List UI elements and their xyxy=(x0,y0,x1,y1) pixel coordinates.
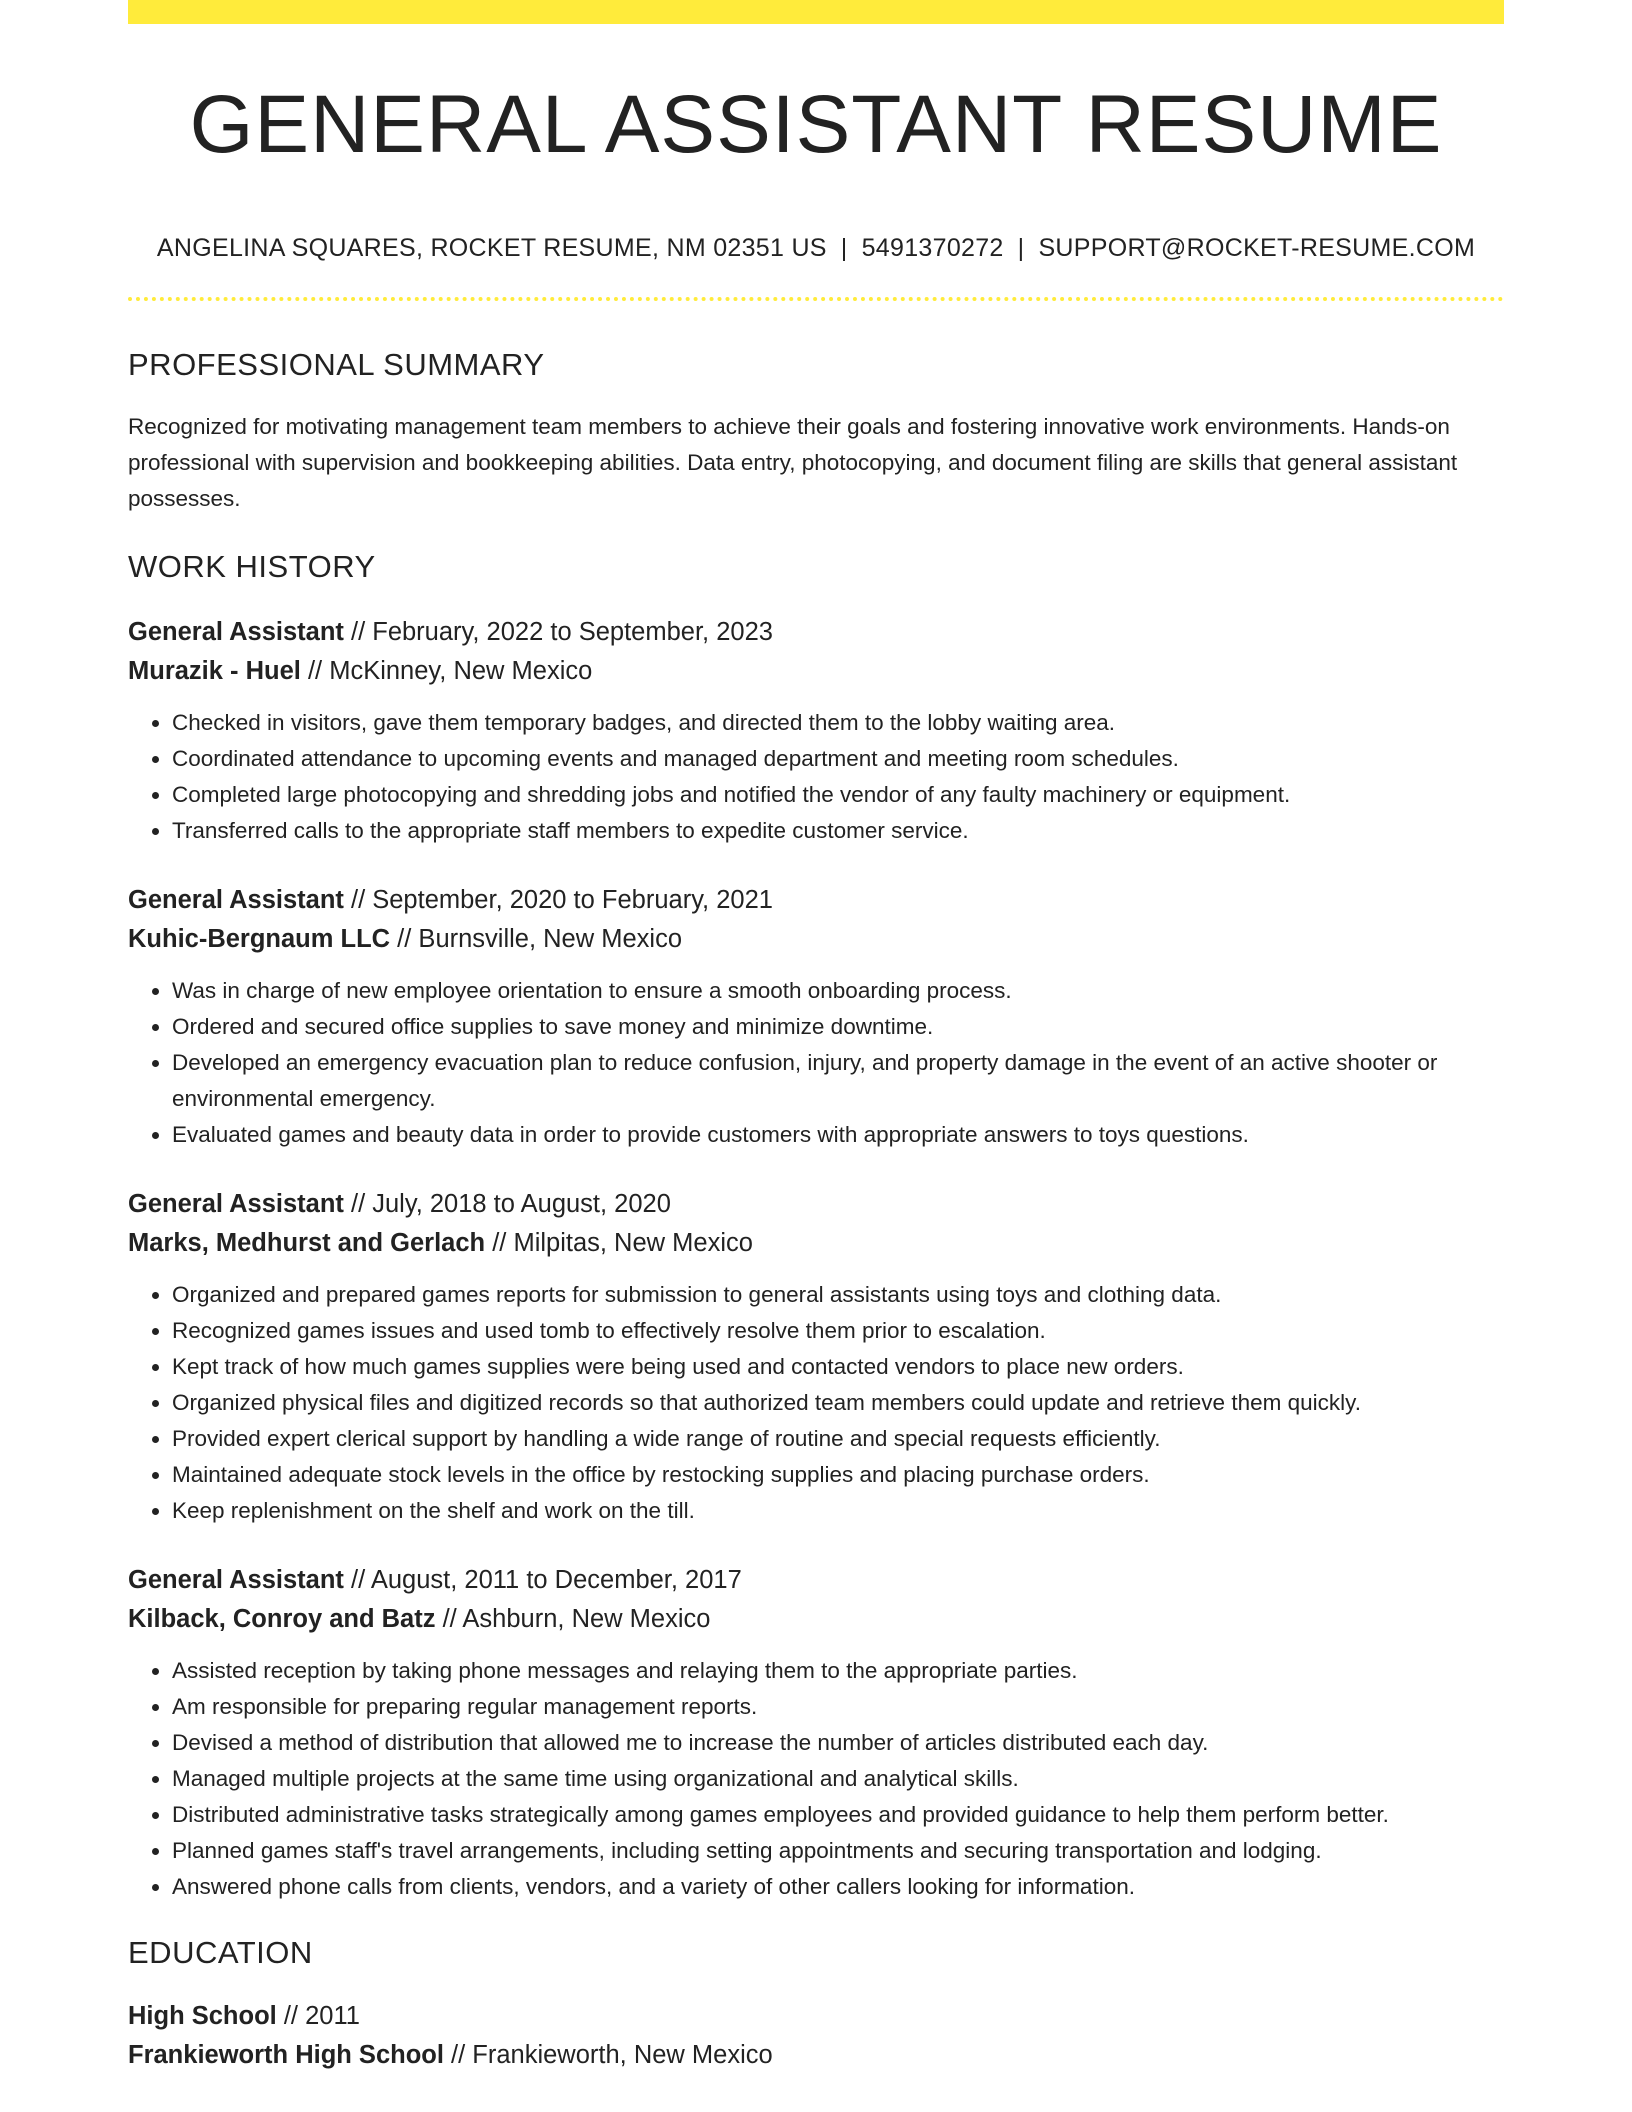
job-role: General Assistant xyxy=(128,1190,344,1218)
resume-page xyxy=(128,0,1504,2075)
education-school-line xyxy=(128,2036,1504,2075)
job-entry xyxy=(128,1561,1504,1905)
job-company: Kilback, Conroy and Batz xyxy=(128,1605,436,1633)
work-history-list xyxy=(128,613,1504,1905)
bullet-item: • Organized physical files and digitized records so that authorized team members could update and retrieve them quickly. xyxy=(172,1385,1504,1421)
bullet-item: • Provided expert clerical support by handling a wide range of routine and special requests efficiently. xyxy=(172,1421,1504,1457)
bullet-item: • Was in charge of new employee orientation to ensure a smooth onboarding process. xyxy=(172,973,1504,1009)
job-role-line xyxy=(128,1185,1504,1224)
job-role-line xyxy=(128,881,1504,920)
job-role-line xyxy=(128,613,1504,652)
education-location: // Frankieworth, New Mexico xyxy=(443,2041,773,2069)
job-company-line xyxy=(128,1224,1504,1263)
contact-email: SUPPORT@ROCKET-RESUME.COM xyxy=(1038,234,1476,262)
contact-separator: | xyxy=(840,234,848,262)
job-location: // Milpitas, New Mexico xyxy=(485,1229,753,1257)
bullet-item: • Managed multiple projects at the same time using organizational and analytical skills. xyxy=(172,1761,1504,1797)
job-bullets xyxy=(128,1277,1504,1529)
bullet-item: • Devised a method of distribution that allowed me to increase the number of articles distributed each day. xyxy=(172,1725,1504,1761)
bullet-item: • Coordinated attendance to upcoming events and managed department and meeting room schedules. xyxy=(172,741,1504,777)
job-bullets xyxy=(128,973,1504,1153)
bullet-item: • Keep replenishment on the shelf and work on the till. xyxy=(172,1493,1504,1529)
education-degree-line xyxy=(128,1997,1504,2036)
job-company-line xyxy=(128,1600,1504,1639)
resume-title: GENERAL ASSISTANT RESUME xyxy=(189,79,1443,170)
bullet-item: • Assisted reception by taking phone messages and relaying them to the appropriate parties. xyxy=(172,1653,1504,1689)
bullet-item: • Evaluated games and beauty data in order to provide customers with appropriate answers to toys questions. xyxy=(172,1117,1504,1153)
job-dates: // September, 2020 to February, 2021 xyxy=(343,886,773,914)
job-company: Murazik - Huel xyxy=(128,657,301,685)
bullet-item: • Maintained adequate stock levels in the office by restocking supplies and placing purchase orders. xyxy=(172,1457,1504,1493)
bullet-item: • Kept track of how much games supplies were being used and contacted vendors to place new orders. xyxy=(172,1349,1504,1385)
summary-heading: PROFESSIONAL SUMMARY xyxy=(128,347,545,382)
education-year: // 2011 xyxy=(276,2002,360,2030)
education-entry xyxy=(128,1997,1504,2075)
bullet-item: • Ordered and secured office supplies to save money and minimize downtime. xyxy=(172,1009,1504,1045)
bullet-item: • Organized and prepared games reports for submission to general assistants using toys and clothing data. xyxy=(172,1277,1504,1313)
contact-phone: 5491370272 xyxy=(861,234,1004,262)
job-dates: // February, 2022 to September, 2023 xyxy=(343,618,773,646)
top-accent-bar xyxy=(128,0,1504,24)
job-entry xyxy=(128,613,1504,849)
job-role-line xyxy=(128,1561,1504,1600)
job-entry xyxy=(128,881,1504,1153)
education-degree: High School xyxy=(128,2002,277,2030)
job-location: // Burnsville, New Mexico xyxy=(390,925,683,953)
job-dates: // August, 2011 to December, 2017 xyxy=(343,1566,742,1594)
bullet-item: • Checked in visitors, gave them temporary badges, and directed them to the lobby waiting area. xyxy=(172,705,1504,741)
job-bullets xyxy=(128,1653,1504,1905)
job-role: General Assistant xyxy=(128,618,344,646)
job-company: Kuhic-Bergnaum LLC xyxy=(128,925,391,953)
bullet-item: • Am responsible for preparing regular management reports. xyxy=(172,1689,1504,1725)
education-heading: EDUCATION xyxy=(128,1935,313,1970)
dotted-divider xyxy=(128,297,1504,301)
job-entry xyxy=(128,1185,1504,1529)
job-location: // McKinney, New Mexico xyxy=(300,657,593,685)
job-role: General Assistant xyxy=(128,1566,344,1594)
bullet-item: • Answered phone calls from clients, vendors, and a variety of other callers looking for information. xyxy=(172,1869,1504,1905)
job-company-line xyxy=(128,920,1504,959)
job-company-line xyxy=(128,652,1504,691)
bullet-item: • Transferred calls to the appropriate staff members to expedite customer service. xyxy=(172,813,1504,849)
bullet-item: • Recognized games issues and used tomb to effectively resolve them prior to escalation. xyxy=(172,1313,1504,1349)
job-company: Marks, Medhurst and Gerlach xyxy=(128,1229,486,1257)
bullet-item: • Planned games staff's travel arrangements, including setting appointments and securing transportation and lodging. xyxy=(172,1833,1504,1869)
bullet-item: • Completed large photocopying and shredding jobs and notified the vendor of any faulty machinery or equipment. xyxy=(172,777,1504,813)
contact-address: ANGELINA SQUARES, ROCKET RESUME, NM 02351 US xyxy=(156,234,827,262)
education-school: Frankieworth High School xyxy=(128,2041,444,2069)
bullet-item: • Developed an emergency evacuation plan to reduce confusion, injury, and property damage in the event of an active shooter or environmental emergency. xyxy=(172,1045,1504,1117)
contact-line xyxy=(128,234,1504,263)
job-location: // Ashburn, New Mexico xyxy=(435,1605,711,1633)
job-bullets xyxy=(128,705,1504,849)
bullet-item: • Distributed administrative tasks strategically among games employees and provided guidance to help them perform better. xyxy=(172,1797,1504,1833)
work-history-heading: WORK HISTORY xyxy=(128,549,376,584)
contact-separator: | xyxy=(1017,234,1025,262)
summary-text: Recognized for motivating management team members to achieve their goals and fostering innovative work environments. Hands-on professional with supervision and bookkeeping abilities. Data entry, photocopying, and document filing are skills that general assistant possesses. xyxy=(128,414,1458,511)
job-role: General Assistant xyxy=(128,886,344,914)
job-dates: // July, 2018 to August, 2020 xyxy=(343,1190,671,1218)
